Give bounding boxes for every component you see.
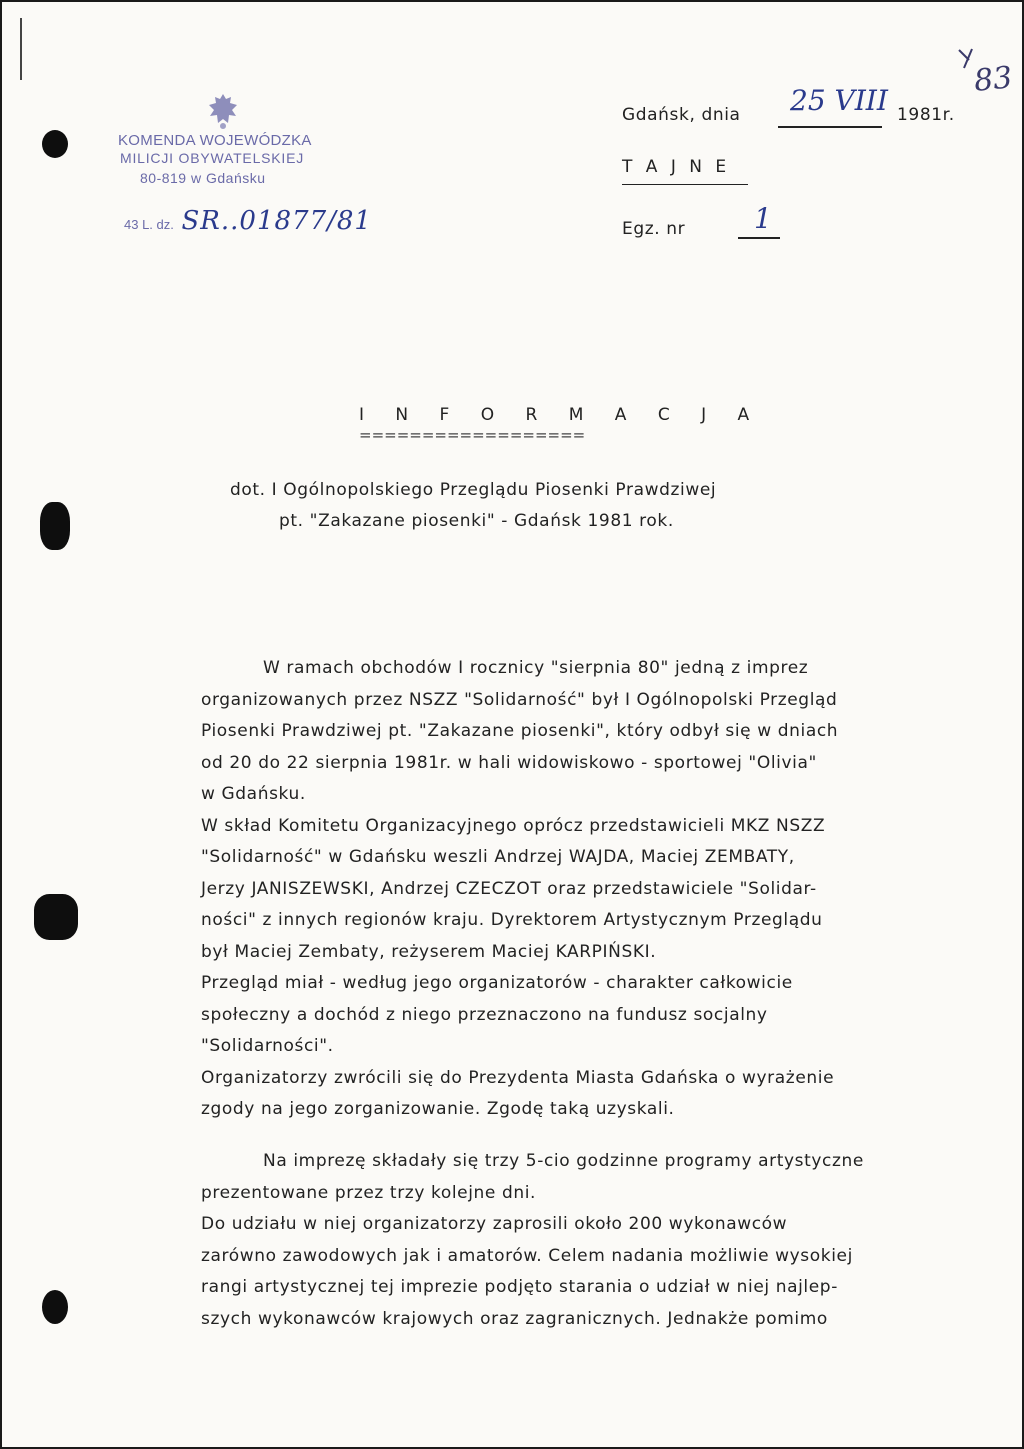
copy-number-label: Egz. nr — [622, 219, 686, 239]
date-year: 1981r. — [897, 105, 955, 125]
punch-hole — [42, 130, 68, 158]
body-line: "Solidarności". — [201, 1036, 334, 1056]
ldz-label: 43 L. dz. — [124, 217, 174, 232]
body-line: Do udziału w niej organizatorzy zaprosili około 200 wykonawców — [201, 1214, 788, 1234]
punch-hole — [40, 502, 70, 550]
body-line: zarówno zawodowych jak i amatorów. Celem nadania możliwie wysokiej — [201, 1245, 853, 1266]
body-line: społeczny a dochód z niego przeznaczono na fundusz socjalny — [201, 1004, 768, 1025]
body-line: organizowanych przez NSZZ "Solidarność" był I Ogólnopolski Przegląd — [201, 689, 838, 710]
punch-hole — [34, 894, 78, 940]
body-line: Piosenki Prawdziwej pt. "Zakazane piosenki", który odbył się w dniach — [201, 721, 839, 741]
corner-check-mark — [956, 46, 982, 72]
ldz-value: SR..01877/81 — [181, 206, 372, 236]
body-line: od 20 do 22 sierpnia 1981r. w hali widowiskowo - sportowej "Olivia" — [201, 752, 817, 773]
body-line: Na imprezę składały się trzy 5-cio godzinne programy artystyczne — [263, 1151, 864, 1171]
stamp-ldz-label — [124, 206, 372, 236]
classification-underline — [622, 184, 748, 185]
copy-number-underline — [738, 237, 780, 239]
body-paragraph-1 — [201, 653, 991, 1126]
classification-label: T A J N E — [622, 157, 731, 177]
body-line: zgody na jego zorganizowanie. Zgodę taką uzyskali. — [201, 1099, 675, 1119]
stamp-line-2: MILICJI OBYWATELSKIEJ — [120, 150, 305, 166]
body-line: Jerzy JANISZEWSKI, Andrzej CZECZOT oraz przedstawiciele "Solidar- — [201, 878, 817, 899]
stamp-line-3: 80-819 w Gdańsku — [140, 170, 266, 186]
document-title: I N F O R M A C J A — [359, 405, 763, 425]
body-line: W ramach obchodów I rocznicy "sierpnia 80" jedną z imprez — [263, 658, 809, 678]
body-line: ności" z innych regionów kraju. Dyrektorem Artystycznym Przeglądu — [201, 910, 823, 930]
body-line: Organizatorzy zwrócili się do Prezydenta Miasta Gdańska o wyrażenie — [201, 1067, 835, 1088]
body-line: "Solidarność" w Gdańsku weszli Andrzej WAJDA, Maciej ZEMBATY, — [201, 847, 795, 867]
body-line: był Maciej Zembaty, reżyserem Maciej KARPIŃSKI. — [201, 941, 657, 962]
polish-eagle-emblem — [202, 90, 244, 132]
title-double-underline: ================== — [359, 426, 586, 444]
punch-hole — [42, 1290, 68, 1324]
body-line: szych wykonawców krajowych oraz zagranicznych. Jednakże pomimo — [201, 1308, 828, 1329]
corner-page-mark: 83 — [972, 60, 1014, 99]
body-line: w Gdańsku. — [201, 784, 306, 804]
body-line: Przegląd miał - według jego organizatorów - charakter całkowicie — [201, 973, 793, 993]
body-paragraph-2 — [201, 1146, 991, 1335]
body-line: prezentowane przez trzy kolejne dni. — [201, 1182, 537, 1203]
subject-line-1: dot. I Ogólnopolskiego Przeglądu Piosenki Prawdziwej — [230, 480, 717, 500]
body-line: W skład Komitetu Organizacyjnego oprócz przedstawicieli MKZ NSZZ — [201, 815, 826, 836]
place-date-label: Gdańsk, dnia — [622, 105, 741, 125]
body-line: rangi artystycznej tej imprezie podjęto starania o udział w niej najlep- — [201, 1277, 838, 1297]
margin-tick-mark — [20, 18, 22, 80]
handwritten-date: 25 VIII — [790, 84, 888, 117]
date-underline — [778, 126, 882, 128]
copy-number-value: 1 — [754, 202, 772, 235]
subject-line-2: pt. "Zakazane piosenki" - Gdańsk 1981 rok. — [279, 511, 674, 531]
stamp-line-1: KOMENDA WOJEWÓDZKA — [118, 132, 312, 149]
